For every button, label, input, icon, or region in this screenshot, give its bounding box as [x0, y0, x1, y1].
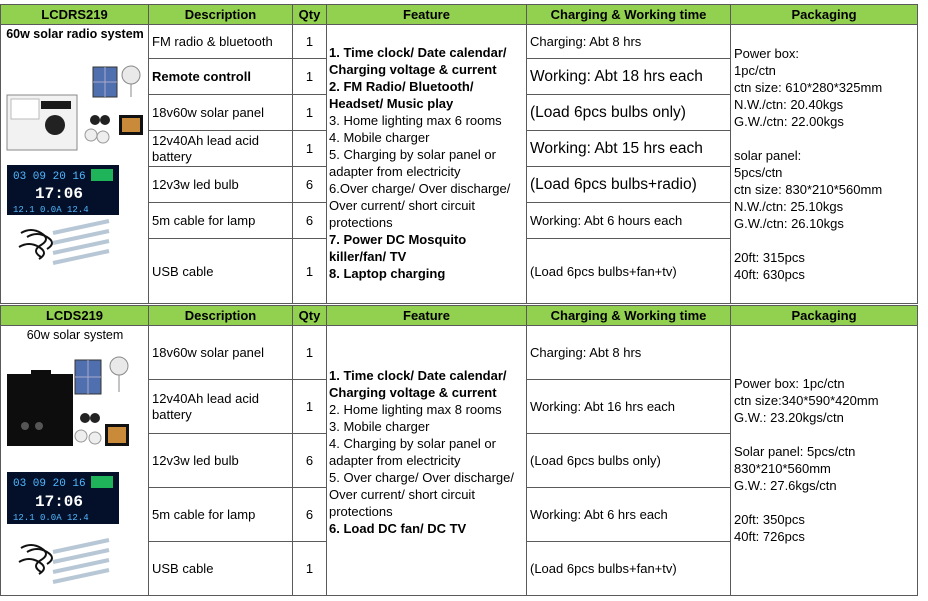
t2-qty-4: 6: [293, 488, 327, 542]
lcd-readout-2: 12.1 0.0A 12.4: [13, 513, 89, 523]
t2-feature-6: 6. Load DC fan/ DC TV: [329, 521, 467, 536]
t2-feature-4: 4. Charging by solar panel or adapter from electricity: [329, 436, 496, 468]
t1-pack-6: solar panel:: [734, 148, 802, 163]
t2-desc-2: 12v40Ah lead acid battery: [149, 380, 293, 434]
t2-feature-3: 3. Mobile charger: [329, 419, 430, 434]
t1-charging-6: Working: Abt 6 hours each: [527, 203, 731, 239]
t1-pack-11: 20ft: 315pcs: [734, 250, 805, 265]
t1-pack-1: Power box:: [734, 46, 800, 61]
t1-qty-3: 1: [293, 95, 327, 131]
t1-pack-9: N.W./ctn: 25.10kgs: [734, 199, 844, 214]
product-title-1: 60w solar radio system: [6, 27, 144, 41]
t1-pack-12: 40ft: 630pcs: [734, 267, 805, 282]
packaging-header-2: Packaging: [731, 305, 918, 326]
t1-desc-4: 12v40Ah lead acid battery: [149, 131, 293, 167]
t1-feature-4: 4. Mobile charger: [329, 130, 430, 145]
t1-qty-7: 1: [293, 239, 327, 304]
feature-header-2: Feature: [327, 305, 527, 326]
packaging-header-1: Packaging: [731, 4, 918, 25]
qty-header-2: Qty: [293, 305, 327, 326]
t2-feature-2: 2. Home lighting max 8 rooms: [329, 402, 502, 417]
t2-desc-4: 5m cable for lamp: [149, 488, 293, 542]
t2-pack-3: G.W.: 23.20kgs/ctn: [734, 410, 844, 425]
t2-pack-7: 20ft: 350pcs: [734, 512, 805, 527]
cable-icon: [19, 545, 52, 574]
t1-desc-7: USB cable: [149, 239, 293, 304]
product-title-2: 60w solar system: [26, 328, 124, 342]
t2-features: [327, 326, 527, 596]
t1-pack-8: ctn size: 830*210*560mm: [734, 182, 883, 197]
t1-feature-1: 1. Time clock/ Date calendar/ Charging voltage & current: [329, 45, 507, 77]
t2-desc-5: USB cable: [149, 542, 293, 596]
t2-qty-5: 1: [293, 542, 327, 596]
lcd-readout: 12.1 0.0A 12.4: [13, 205, 89, 215]
power-box-icon: [7, 374, 73, 446]
t2-pack-2: ctn size:340*590*420mm: [734, 393, 879, 408]
led-tube-icon: [53, 221, 109, 263]
t1-features: [327, 25, 527, 304]
t2-desc-3: 12v3w led bulb: [149, 434, 293, 488]
t1-charging-5: (Load 6pcs bulbs+radio): [527, 167, 731, 203]
t1-packaging: [731, 25, 918, 304]
t1-charging-4: Working: Abt 15 hrs each: [527, 131, 731, 167]
charging-header-1: Charging & Working time: [527, 4, 731, 25]
t2-qty-2: 1: [293, 380, 327, 434]
model-header-1: LCDRS219: [0, 4, 149, 25]
product-illustration-2: [5, 356, 147, 591]
t2-pack-8: 40ft: 726pcs: [734, 529, 805, 544]
t1-desc-1: FM radio & bluetooth: [149, 25, 293, 59]
t2-pack-4: Solar panel: 5pcs/ctn: [734, 444, 856, 459]
description-header-1: Description: [149, 4, 293, 25]
t2-charging-4: Working: Abt 6 hrs each: [527, 488, 731, 542]
t1-qty-4: 1: [293, 131, 327, 167]
lcd-date-2: 03 09 20 16: [13, 478, 86, 490]
t1-qty-2: 1: [293, 59, 327, 95]
t1-feature-2: 2. FM Radio/ Bluetooth/ Headset/ Music play: [329, 79, 474, 111]
t2-charging-5: (Load 6pcs bulbs+fan+tv): [527, 542, 731, 596]
t1-pack-2: 1pc/ctn: [734, 63, 776, 78]
t2-feature-1: 1. Time clock/ Date calendar/ Charging voltage & current: [329, 368, 507, 400]
t1-feature-6: 6.Over charge/ Over discharge/ Over current/ short circuit protections: [329, 181, 511, 230]
t2-qty-3: 6: [293, 434, 327, 488]
qty-header-1: Qty: [293, 4, 327, 25]
t2-charging-1: Charging: Abt 8 hrs: [527, 326, 731, 380]
t2-feature-5: 5. Over charge/ Over discharge/ Over current/ short circuit protections: [329, 470, 514, 519]
t1-pack-4: N.W./ctn: 20.40kgs: [734, 97, 844, 112]
charging-header-2: Charging & Working time: [527, 305, 731, 326]
t1-desc-5: 12v3w led bulb: [149, 167, 293, 203]
product-image-cell-2: [0, 326, 149, 596]
cable-icon: [19, 230, 52, 259]
t2-qty-1: 1: [293, 326, 327, 380]
t1-desc-3: 18v60w solar panel: [149, 95, 293, 131]
t1-charging-3: (Load 6pcs bulbs only): [527, 95, 731, 131]
t1-feature-7: 7. Power DC Mosquito killer/fan/ TV: [329, 232, 467, 264]
t2-pack-1: Power box: 1pc/ctn: [734, 376, 845, 391]
feature-header-1: Feature: [327, 4, 527, 25]
lcd-time-2: 17:06: [35, 493, 84, 511]
t1-desc-6: 5m cable for lamp: [149, 203, 293, 239]
t2-charging-2: Working: Abt 16 hrs each: [527, 380, 731, 434]
t2-desc-1: 18v60w solar panel: [149, 326, 293, 380]
t2-packaging: [731, 326, 918, 596]
t2-pack-5: 830*210*560mm: [734, 461, 831, 476]
t1-feature-5: 5. Charging by solar panel or adapter from electricity: [329, 147, 496, 179]
t1-desc-2: Remote controll: [149, 59, 293, 95]
t2-pack-6: G.W.: 27.6kgs/ctn: [734, 478, 837, 493]
t1-feature-8: 8. Laptop charging: [329, 266, 446, 281]
t1-pack-3: ctn size: 610*280*325mm: [734, 80, 883, 95]
t1-charging-7: (Load 6pcs bulbs+fan+tv): [527, 239, 731, 304]
t2-charging-3: (Load 6pcs bulbs only): [527, 434, 731, 488]
t1-charging-1: Charging: Abt 8 hrs: [527, 25, 731, 59]
led-tube-icon: [53, 540, 109, 582]
t1-charging-2: Working: Abt 18 hrs each: [527, 59, 731, 95]
lcd-date: 03 09 20 16: [13, 171, 86, 183]
model-header-2: LCDS219: [0, 305, 149, 326]
t1-qty-5: 6: [293, 167, 327, 203]
t1-qty-6: 6: [293, 203, 327, 239]
t1-pack-10: G.W./ctn: 26.10kgs: [734, 216, 844, 231]
product-image-cell-1: [0, 25, 149, 304]
t1-pack-7: 5pcs/ctn: [734, 165, 783, 180]
t1-qty-1: 1: [293, 25, 327, 59]
t1-pack-5: G.W./ctn: 22.00kgs: [734, 114, 844, 129]
description-header-2: Description: [149, 305, 293, 326]
lcd-time: 17:06: [35, 185, 84, 203]
product-illustration-1: [5, 65, 147, 297]
t1-feature-3: 3. Home lighting max 6 rooms: [329, 113, 502, 128]
